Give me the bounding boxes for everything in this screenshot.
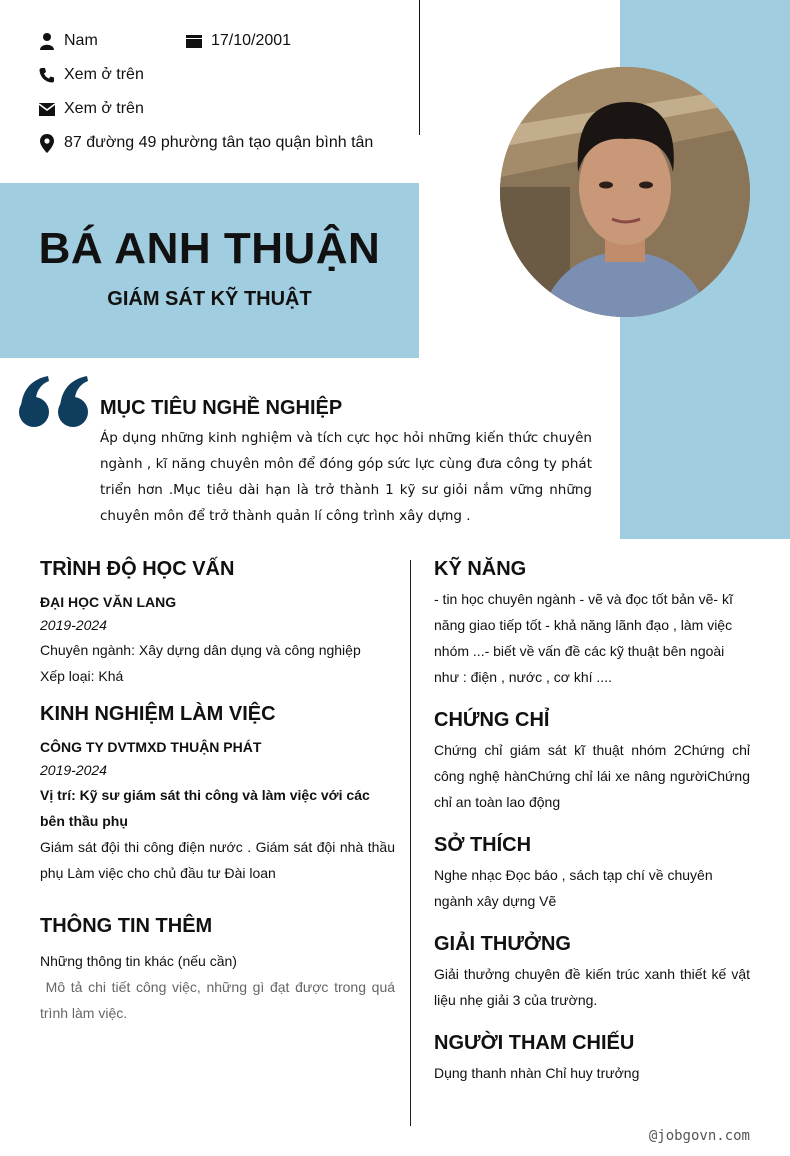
person-icon bbox=[38, 32, 56, 50]
experience-period: 2019-2024 bbox=[40, 762, 107, 778]
divider-top bbox=[419, 0, 420, 135]
gender-text: Nam bbox=[64, 32, 98, 49]
awards-text: Giải thưởng chuyên đề kiến trúc xanh thiết kế vật liệu nhẹ giải 3 của trường. bbox=[434, 966, 750, 1008]
education-school: ĐẠI HỌC VĂN LANG bbox=[40, 594, 177, 610]
profile-photo bbox=[500, 67, 750, 317]
phone-text: Xem ở trên bbox=[64, 66, 144, 83]
references-heading: NGƯỜI THAM CHIẾU bbox=[434, 1032, 635, 1054]
certificates-text: Chứng chỉ giám sát kĩ thuật nhóm 2Chứng chỉ công nghệ hànChứng chỉ lái xe nâng ngườiChứng chỉ an toàn lao động bbox=[434, 742, 750, 810]
location-pin-icon bbox=[38, 134, 56, 152]
education-heading: TRÌNH ĐỘ HỌC VẤN bbox=[40, 558, 235, 580]
education-major: Chuyên ngành: Xây dựng dân dụng và công nghiệp bbox=[40, 642, 361, 658]
watermark: @jobgovn.com bbox=[648, 1128, 750, 1144]
dob-text: 17/10/2001 bbox=[211, 32, 292, 49]
education-grade: Xếp loại: Khá bbox=[40, 668, 124, 684]
hobbies-text: Nghe nhạc Đọc báo , sách tạp chí về chuyên ngành xây dựng Vẽ bbox=[434, 867, 713, 909]
experience-company: CÔNG TY DVTMXD THUẬN PHÁT bbox=[40, 739, 262, 755]
address-text: 87 đường 49 phường tân tạo quận bình tân bbox=[64, 134, 374, 151]
objective-text: Áp dụng những kinh nghiệm và tích cực học hỏi những kiến thức chuyên ngành , kĩ năng chuyên môn để đóng góp sức lực cùng đưa công ty phát triển hơn .Mục tiêu dài hạn là trở thành 1 kỹ sư giỏi nắm vững những chuyên môn để trở thành quản lí công trình xây dựng . bbox=[100, 430, 592, 524]
additional-line2: Mô tả chi tiết công việc, những gì đạt được trong quá trình làm việc. bbox=[40, 979, 399, 1021]
experience-description: Giám sát đội thi công điện nước . Giám sát đội nhà thầu phụ Làm việc cho chủ đầu tư Đài loan bbox=[40, 839, 395, 881]
candidate-name: BÁ ANH THUẬN bbox=[38, 224, 381, 273]
skills-heading: KỸ NĂNG bbox=[434, 558, 527, 580]
education-period: 2019-2024 bbox=[40, 617, 107, 633]
skills-text: - tin học chuyên ngành - vẽ và đọc tốt bản vẽ- kĩ năng giao tiếp tốt - khả năng lãnh đạo , làm việc nhóm ...- biết về vấn đề các kỹ thuật bên ngoài như : điện , nước , cơ khí .... bbox=[434, 591, 733, 685]
quote-icon bbox=[18, 374, 92, 435]
additional-heading: THÔNG TIN THÊM bbox=[40, 915, 213, 937]
divider-columns bbox=[410, 560, 411, 1126]
contact-gender bbox=[38, 32, 98, 50]
certificates-heading: CHỨNG CHỈ bbox=[434, 709, 550, 731]
hobbies-heading: SỞ THÍCH bbox=[434, 834, 532, 856]
email-text: Xem ở trên bbox=[64, 100, 144, 117]
references-text: Dụng thanh nhàn Chỉ huy trưởng bbox=[434, 1065, 640, 1081]
experience-heading: KINH NGHIỆM LÀM VIỆC bbox=[40, 703, 276, 725]
contact-dob bbox=[185, 32, 291, 50]
experience-position: Vị trí: Kỹ sư giám sát thi công và làm việc với các bên thầu phụ bbox=[40, 787, 370, 829]
calendar-icon bbox=[185, 32, 203, 50]
objective-heading: MỤC TIÊU NGHỀ NGHIỆP bbox=[100, 397, 343, 419]
phone-icon bbox=[38, 66, 56, 84]
awards-heading: GIẢI THƯỞNG bbox=[434, 933, 571, 955]
email-icon bbox=[38, 100, 56, 118]
additional-line1: Những thông tin khác (nếu cần) bbox=[40, 953, 237, 969]
contact-phone bbox=[38, 66, 144, 84]
job-title: GIÁM SÁT KỸ THUẬT bbox=[107, 288, 312, 310]
contact-address bbox=[38, 134, 373, 152]
contact-email bbox=[38, 100, 144, 118]
